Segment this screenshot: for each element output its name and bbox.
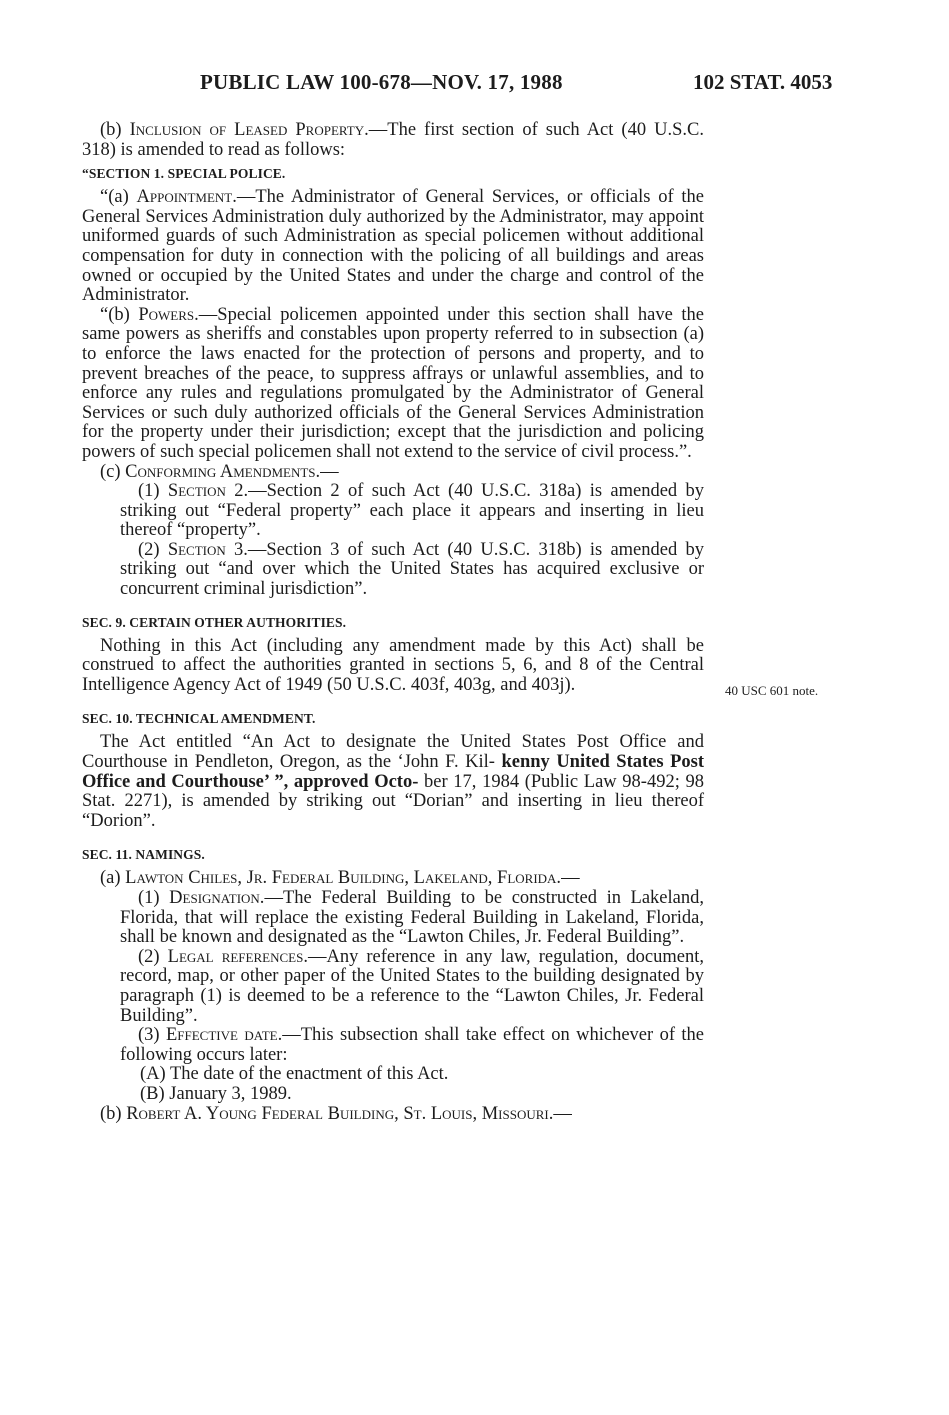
- paragraph-11b: [82, 1105, 704, 1125]
- paragraph-heading: Designation.: [169, 888, 265, 908]
- paragraph-11a2: [82, 948, 704, 1026]
- label: (a): [100, 868, 126, 889]
- subparagraph-A: (A) The date of the enactment of this Act.: [140, 1064, 449, 1085]
- subsection-heading: Conforming Amendments.: [125, 461, 321, 482]
- label: (3): [138, 1025, 166, 1046]
- subsection-heading: Appointment.: [136, 187, 237, 208]
- paragraph-c1: [82, 482, 704, 541]
- paragraph-c-conforming: [82, 463, 704, 483]
- label: (2): [138, 539, 168, 560]
- section-1-heading: “SECTION 1. SPECIAL POLICE.: [82, 166, 286, 182]
- paragraph-heading: Legal references.: [167, 946, 308, 967]
- paragraph-text: ber 17, 1984 (Public Law 98-492; 98 Stat. 2271), is amended by striking out “Dorian” and inserting in lieu thereof “Dorion”.: [82, 771, 705, 831]
- paragraph-heading: Section 2.: [167, 481, 249, 502]
- paragraph-heading: Section 3.: [167, 539, 248, 560]
- paragraph-text: —This subsection shall take effect on whichever of the following occurs later:: [120, 1025, 704, 1065]
- section-11-heading: SEC. 11. NAMINGS.: [82, 847, 205, 863]
- subparagraph-B: (B) January 3, 1989.: [140, 1083, 292, 1104]
- label: “(b): [100, 304, 139, 325]
- paragraph-text: —Section 3 of such Act (40 U.S.C. 318b) is amended by striking out “and over which the United States has acquired exclusive or concurrent criminal jurisdiction”.: [120, 539, 704, 600]
- page-header-stat: 102 STAT. 4053: [693, 70, 833, 94]
- label: (1): [138, 481, 168, 502]
- label: “(a): [100, 187, 137, 208]
- paragraph-text: —Any reference in any law, regulation, document, record, map, or other paper of the United States to the building designated by paragraph (1) is deemed to be a reference to the “Lawton Chiles, Jr. Federal Building”.: [120, 946, 704, 1026]
- dash: —: [553, 1103, 572, 1124]
- paragraph-c2: [82, 541, 704, 600]
- section-10-text: [82, 733, 704, 831]
- subsection-heading: Robert A. Young Federal Building, St. Louis, Missouri.: [126, 1103, 554, 1124]
- section-9-text: Nothing in this Act (including any amendment made by this Act) shall be construed to affect the authorities granted in sections 5, 6, and 8 of the Central Intelligence Agency Act of 1949 (50 U.S.C. 403f, 403g, and 403j).: [82, 635, 704, 695]
- paragraph-11a1: [82, 889, 704, 948]
- subsection-heading: Inclusion of Leased Property.: [129, 120, 369, 140]
- label: (b): [100, 120, 130, 140]
- paragraph-11a3: [82, 1026, 704, 1065]
- paragraph-text: —Special policemen appointed under this section shall have the same powers as sheriffs and constables upon property referred to in subsection (a) to enforce the laws enacted for the protection of persons and property, and to prevent breaches of the peace, to suppress affrays or unlawful assemblies, and to enforce any rules and regulations promulgated by the Administrator of General Services or such duly authorized officials of the General Services Administration for the property under their jurisdiction; except that the jurisdiction and policing powers of such special policemen shall not extend to the service of civil process.”.: [82, 304, 704, 462]
- section-10-heading: SEC. 10. TECHNICAL AMENDMENT.: [82, 711, 316, 727]
- paragraph-text: —The first section of such Act (40 U.S.C. 318) is amended to read as follows:: [82, 120, 704, 160]
- paragraph-b-inclusion: [82, 121, 704, 160]
- paragraph-11a: [82, 869, 704, 889]
- margin-note: 40 USC 601 note.: [725, 683, 819, 698]
- label: (1): [138, 888, 170, 908]
- document-body: [82, 121, 704, 1124]
- paragraph-text: The Act entitled “An Act to designate the United States Post Office and Courthouse in Pendleton, Oregon, as the ‘John F. Kil-: [82, 732, 704, 773]
- paragraph-text: —The Administrator of General Services, or officials of the General Services Administration duly authorized by the Administrator, may appoint uniformed guards of such Administration as special policemen without additional compensation for duty in connection with the policing of all buildings and areas owned or occupied by the United States and under the charge and control of the Administrator.: [82, 187, 704, 306]
- section-9-heading: SEC. 9. CERTAIN OTHER AUTHORITIES.: [82, 614, 347, 630]
- paragraph-text-bold: kenny United States Post Office and Courthouse’ ”, approved Octo-: [82, 752, 704, 792]
- paragraph-text: —The Federal Building to be constructed in Lakeland, Florida, that will replace the existing Federal Building in Lakeland, Florida, shall be known and designated as the “Lawton Chiles, Jr. Federal Building”.: [120, 888, 704, 948]
- paragraph-powers: [82, 306, 704, 463]
- label: (c): [100, 461, 126, 482]
- paragraph-text: —Section 2 of such Act (40 U.S.C. 318a) is amended by striking out “Federal property” each place it appears and inserting in lieu thereof “property”.: [120, 481, 705, 541]
- subsection-heading: Powers.: [138, 304, 199, 325]
- page-header-title: PUBLIC LAW 100-678—NOV. 17, 1988: [200, 70, 563, 94]
- dash: —: [320, 461, 339, 482]
- subsection-heading: Lawton Chiles, Jr. Federal Building, Lakeland, Florida.: [125, 868, 562, 889]
- label: (b): [100, 1103, 127, 1124]
- dash: —: [561, 868, 580, 889]
- label: (2): [138, 946, 168, 967]
- paragraph-heading: Effective date.: [165, 1025, 283, 1046]
- paragraph-appointment: [82, 188, 704, 306]
